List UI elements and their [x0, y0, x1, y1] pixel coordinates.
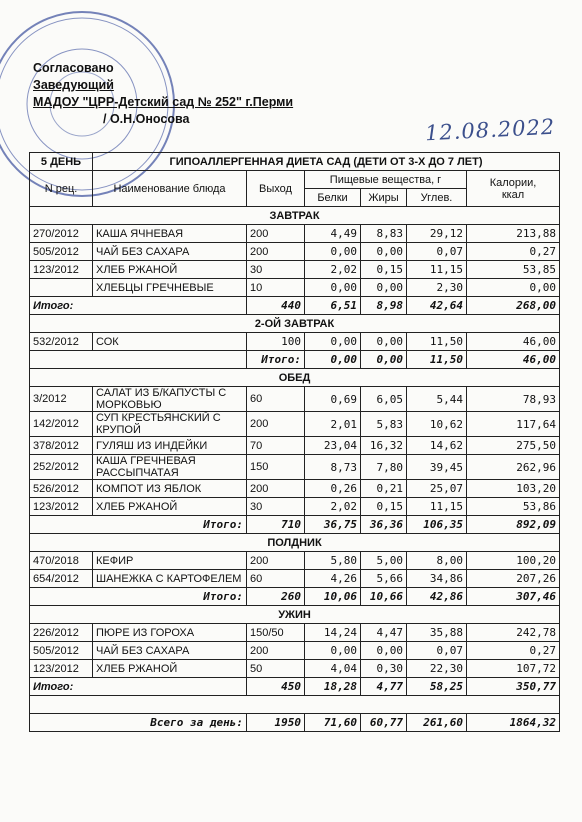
col-carbs-header: Углев. — [407, 189, 467, 207]
recipe-cell: 532/2012 — [30, 333, 93, 351]
recipe-cell: 226/2012 — [30, 624, 93, 642]
fat-cell: 0,15 — [361, 498, 407, 516]
dish-cell: КАША ГРЕЧНЕВАЯ РАССЫПЧАТАЯ — [93, 455, 247, 480]
total-output: 450 — [247, 678, 305, 696]
recipe-cell: 142/2012 — [30, 412, 93, 437]
dish-cell: ЧАЙ БЕЗ САХАРА — [93, 243, 247, 261]
approval-line-2: Заведующий — [33, 78, 114, 92]
recipe-cell: 123/2012 — [30, 261, 93, 279]
section-title-dinner: УЖИН — [30, 606, 560, 624]
output-cell: 10 — [247, 279, 305, 297]
total-row — [30, 297, 560, 315]
grand-total-output: 1950 — [247, 714, 305, 732]
table-row — [30, 279, 560, 297]
total-row — [30, 678, 560, 696]
dish-cell: ПЮРЕ ИЗ ГОРОХА — [93, 624, 247, 642]
total-calories: 46,00 — [467, 351, 560, 369]
recipe-cell: 252/2012 — [30, 455, 93, 480]
output-cell: 200 — [247, 552, 305, 570]
total-fat: 4,77 — [361, 678, 407, 696]
calories-cell: 107,72 — [467, 660, 560, 678]
protein-cell: 23,04 — [305, 437, 361, 455]
output-cell: 30 — [247, 498, 305, 516]
total-label: Итого: — [30, 588, 247, 606]
total-calories: 892,09 — [467, 516, 560, 534]
protein-cell: 5,80 — [305, 552, 361, 570]
dish-cell: ХЛЕБ РЖАНОЙ — [93, 261, 247, 279]
dish-cell: ГУЛЯШ ИЗ ИНДЕЙКИ — [93, 437, 247, 455]
protein-cell: 4,49 — [305, 225, 361, 243]
section-title-snack: ПОЛДНИК — [30, 534, 560, 552]
calories-cell: 0,00 — [467, 279, 560, 297]
fat-cell: 0,00 — [361, 642, 407, 660]
protein-cell: 0,00 — [305, 243, 361, 261]
fat-cell: 4,47 — [361, 624, 407, 642]
total-carbs: 58,25 — [407, 678, 467, 696]
fat-cell: 5,00 — [361, 552, 407, 570]
recipe-cell: 470/2018 — [30, 552, 93, 570]
dish-cell: ХЛЕБЦЫ ГРЕЧНЕВЫЕ — [93, 279, 247, 297]
output-cell: 200 — [247, 480, 305, 498]
grand-total-protein: 71,60 — [305, 714, 361, 732]
table-row — [30, 243, 560, 261]
recipe-cell: 123/2012 — [30, 498, 93, 516]
fat-cell: 0,00 — [361, 279, 407, 297]
protein-cell: 0,00 — [305, 642, 361, 660]
col-name-header: Наименование блюда — [93, 171, 247, 207]
protein-cell: 14,24 — [305, 624, 361, 642]
table-row — [30, 642, 560, 660]
table-row — [30, 624, 560, 642]
carbs-cell: 34,86 — [407, 570, 467, 588]
fat-cell: 0,15 — [361, 261, 407, 279]
total-fat: 10,66 — [361, 588, 407, 606]
total-calories: 350,77 — [467, 678, 560, 696]
output-cell: 30 — [247, 261, 305, 279]
dish-cell: ХЛЕБ РЖАНОЙ — [93, 498, 247, 516]
calories-cell: 53,85 — [467, 261, 560, 279]
total-fat: 8,98 — [361, 297, 407, 315]
carbs-cell: 14,62 — [407, 437, 467, 455]
col-output-header: Выход — [247, 171, 305, 207]
carbs-cell: 2,30 — [407, 279, 467, 297]
recipe-cell: 505/2012 — [30, 642, 93, 660]
table-row — [30, 412, 560, 437]
carbs-cell: 35,88 — [407, 624, 467, 642]
grand-total-calories: 1864,32 — [467, 714, 560, 732]
calories-cell: 262,96 — [467, 455, 560, 480]
total-output: 440 — [247, 297, 305, 315]
recipe-cell: 270/2012 — [30, 225, 93, 243]
protein-cell: 2,01 — [305, 412, 361, 437]
protein-cell: 2,02 — [305, 261, 361, 279]
carbs-cell: 29,12 — [407, 225, 467, 243]
col-protein-header: Белки — [305, 189, 361, 207]
table-row — [30, 480, 560, 498]
total-protein: 0,00 — [305, 351, 361, 369]
output-cell: 150 — [247, 455, 305, 480]
fat-cell: 8,83 — [361, 225, 407, 243]
carbs-cell: 11,50 — [407, 333, 467, 351]
dish-cell: ШАНЕЖКА С КАРТОФЕЛЕМ — [93, 570, 247, 588]
total-calories: 307,46 — [467, 588, 560, 606]
approval-block — [33, 60, 293, 128]
table-row — [30, 261, 560, 279]
protein-cell: 0,69 — [305, 387, 361, 412]
fat-cell: 5,83 — [361, 412, 407, 437]
total-row — [30, 588, 560, 606]
total-row — [30, 516, 560, 534]
total-row — [30, 351, 560, 369]
total-label: Итого: — [30, 678, 247, 696]
dish-cell: КЕФИР — [93, 552, 247, 570]
table-row — [30, 552, 560, 570]
spacer-row — [30, 696, 560, 714]
dish-cell: КОМПОТ ИЗ ЯБЛОК — [93, 480, 247, 498]
table-row — [30, 333, 560, 351]
recipe-cell: 123/2012 — [30, 660, 93, 678]
dish-cell: СУП КРЕСТЬЯНСКИЙ С КРУПОЙ — [93, 412, 247, 437]
protein-cell: 4,26 — [305, 570, 361, 588]
fat-cell: 0,00 — [361, 333, 407, 351]
carbs-cell: 0,07 — [407, 642, 467, 660]
calories-cell: 0,27 — [467, 642, 560, 660]
table-row — [30, 660, 560, 678]
calories-cell: 46,00 — [467, 333, 560, 351]
total-calories: 268,00 — [467, 297, 560, 315]
carbs-cell: 11,15 — [407, 498, 467, 516]
output-cell: 100 — [247, 333, 305, 351]
protein-cell: 4,04 — [305, 660, 361, 678]
carbs-cell: 22,30 — [407, 660, 467, 678]
col-recipe-header: N рец. — [30, 171, 93, 207]
recipe-cell: 3/2012 — [30, 387, 93, 412]
total-output: 710 — [247, 516, 305, 534]
protein-cell: 8,73 — [305, 455, 361, 480]
recipe-cell: 654/2012 — [30, 570, 93, 588]
diet-title: ГИПОАЛЛЕРГЕННАЯ ДИЕТА САД (ДЕТИ ОТ 3-Х ДО 7 ЛЕТ) — [93, 153, 560, 171]
calories-cell: 78,93 — [467, 387, 560, 412]
calories-cell: 53,86 — [467, 498, 560, 516]
table-row — [30, 570, 560, 588]
total-protein: 36,75 — [305, 516, 361, 534]
total-label: Итого: — [247, 351, 305, 369]
dish-cell: САЛАТ ИЗ Б/КАПУСТЫ С МОРКОВЬЮ — [93, 387, 247, 412]
total-output: 260 — [247, 588, 305, 606]
table-row — [30, 498, 560, 516]
grand-total-carbs: 261,60 — [407, 714, 467, 732]
calories-cell: 100,20 — [467, 552, 560, 570]
fat-cell: 5,66 — [361, 570, 407, 588]
carbs-cell: 5,44 — [407, 387, 467, 412]
calories-cell: 103,20 — [467, 480, 560, 498]
carbs-cell: 8,00 — [407, 552, 467, 570]
fat-cell: 6,05 — [361, 387, 407, 412]
calories-cell: 213,88 — [467, 225, 560, 243]
total-fat: 36,36 — [361, 516, 407, 534]
calories-cell: 0,27 — [467, 243, 560, 261]
section-title-breakfast2: 2-ОЙ ЗАВТРАК — [30, 315, 560, 333]
dish-cell: ХЛЕБ РЖАНОЙ — [93, 660, 247, 678]
approval-line-3: МАДОУ "ЦРР-Детский сад № 252" г.Перми — [33, 95, 294, 109]
recipe-cell: 526/2012 — [30, 480, 93, 498]
recipe-cell — [30, 279, 93, 297]
calories-cell: 207,26 — [467, 570, 560, 588]
table-row — [30, 225, 560, 243]
recipe-cell: 378/2012 — [30, 437, 93, 455]
fat-cell: 0,30 — [361, 660, 407, 678]
fat-cell: 0,00 — [361, 243, 407, 261]
blank-cell — [30, 351, 93, 369]
calories-cell: 242,78 — [467, 624, 560, 642]
protein-cell: 2,02 — [305, 498, 361, 516]
recipe-cell: 505/2012 — [30, 243, 93, 261]
total-protein: 18,28 — [305, 678, 361, 696]
fat-cell: 7,80 — [361, 455, 407, 480]
output-cell: 60 — [247, 387, 305, 412]
calories-cell: 275,50 — [467, 437, 560, 455]
output-cell: 60 — [247, 570, 305, 588]
output-cell: 50 — [247, 660, 305, 678]
approval-line-1: Согласовано — [33, 61, 114, 75]
dish-cell: ЧАЙ БЕЗ САХАРА — [93, 642, 247, 660]
total-carbs: 106,35 — [407, 516, 467, 534]
output-cell: 200 — [247, 642, 305, 660]
grand-total-row — [30, 714, 560, 732]
approval-signature: / О.Н.Оносова — [103, 112, 190, 126]
output-cell: 70 — [247, 437, 305, 455]
fat-cell: 0,21 — [361, 480, 407, 498]
table-row — [30, 437, 560, 455]
col-calories-header: Калории, ккал — [467, 171, 560, 207]
calories-cell: 117,64 — [467, 412, 560, 437]
col-fat-header: Жиры — [361, 189, 407, 207]
menu-table — [29, 152, 560, 732]
carbs-cell: 25,07 — [407, 480, 467, 498]
carbs-cell: 0,07 — [407, 243, 467, 261]
total-label: Итого: — [30, 516, 247, 534]
table-row — [30, 455, 560, 480]
section-title-breakfast: ЗАВТРАК — [30, 207, 560, 225]
carbs-cell: 11,15 — [407, 261, 467, 279]
handwritten-date: 12.08.2022 — [424, 114, 556, 146]
day-label: 5 ДЕНЬ — [30, 153, 93, 171]
col-nutrients-header: Пищевые вещества, г — [305, 171, 467, 189]
total-protein: 6,51 — [305, 297, 361, 315]
output-cell: 150/50 — [247, 624, 305, 642]
table-row — [30, 387, 560, 412]
output-cell: 200 — [247, 412, 305, 437]
fat-cell: 16,32 — [361, 437, 407, 455]
total-carbs: 42,86 — [407, 588, 467, 606]
total-protein: 10,06 — [305, 588, 361, 606]
carbs-cell: 10,62 — [407, 412, 467, 437]
protein-cell: 0,00 — [305, 279, 361, 297]
total-label: Итого: — [30, 297, 247, 315]
total-carbs: 42,64 — [407, 297, 467, 315]
dish-cell: СОК — [93, 333, 247, 351]
grand-total-label: Всего за день: — [30, 714, 247, 732]
total-carbs: 11,50 — [407, 351, 467, 369]
dish-cell: КАША ЯЧНЕВАЯ — [93, 225, 247, 243]
grand-total-fat: 60,77 — [361, 714, 407, 732]
carbs-cell: 39,45 — [407, 455, 467, 480]
protein-cell: 0,00 — [305, 333, 361, 351]
output-cell: 200 — [247, 243, 305, 261]
section-title-lunch: ОБЕД — [30, 369, 560, 387]
total-fat: 0,00 — [361, 351, 407, 369]
output-cell: 200 — [247, 225, 305, 243]
protein-cell: 0,26 — [305, 480, 361, 498]
